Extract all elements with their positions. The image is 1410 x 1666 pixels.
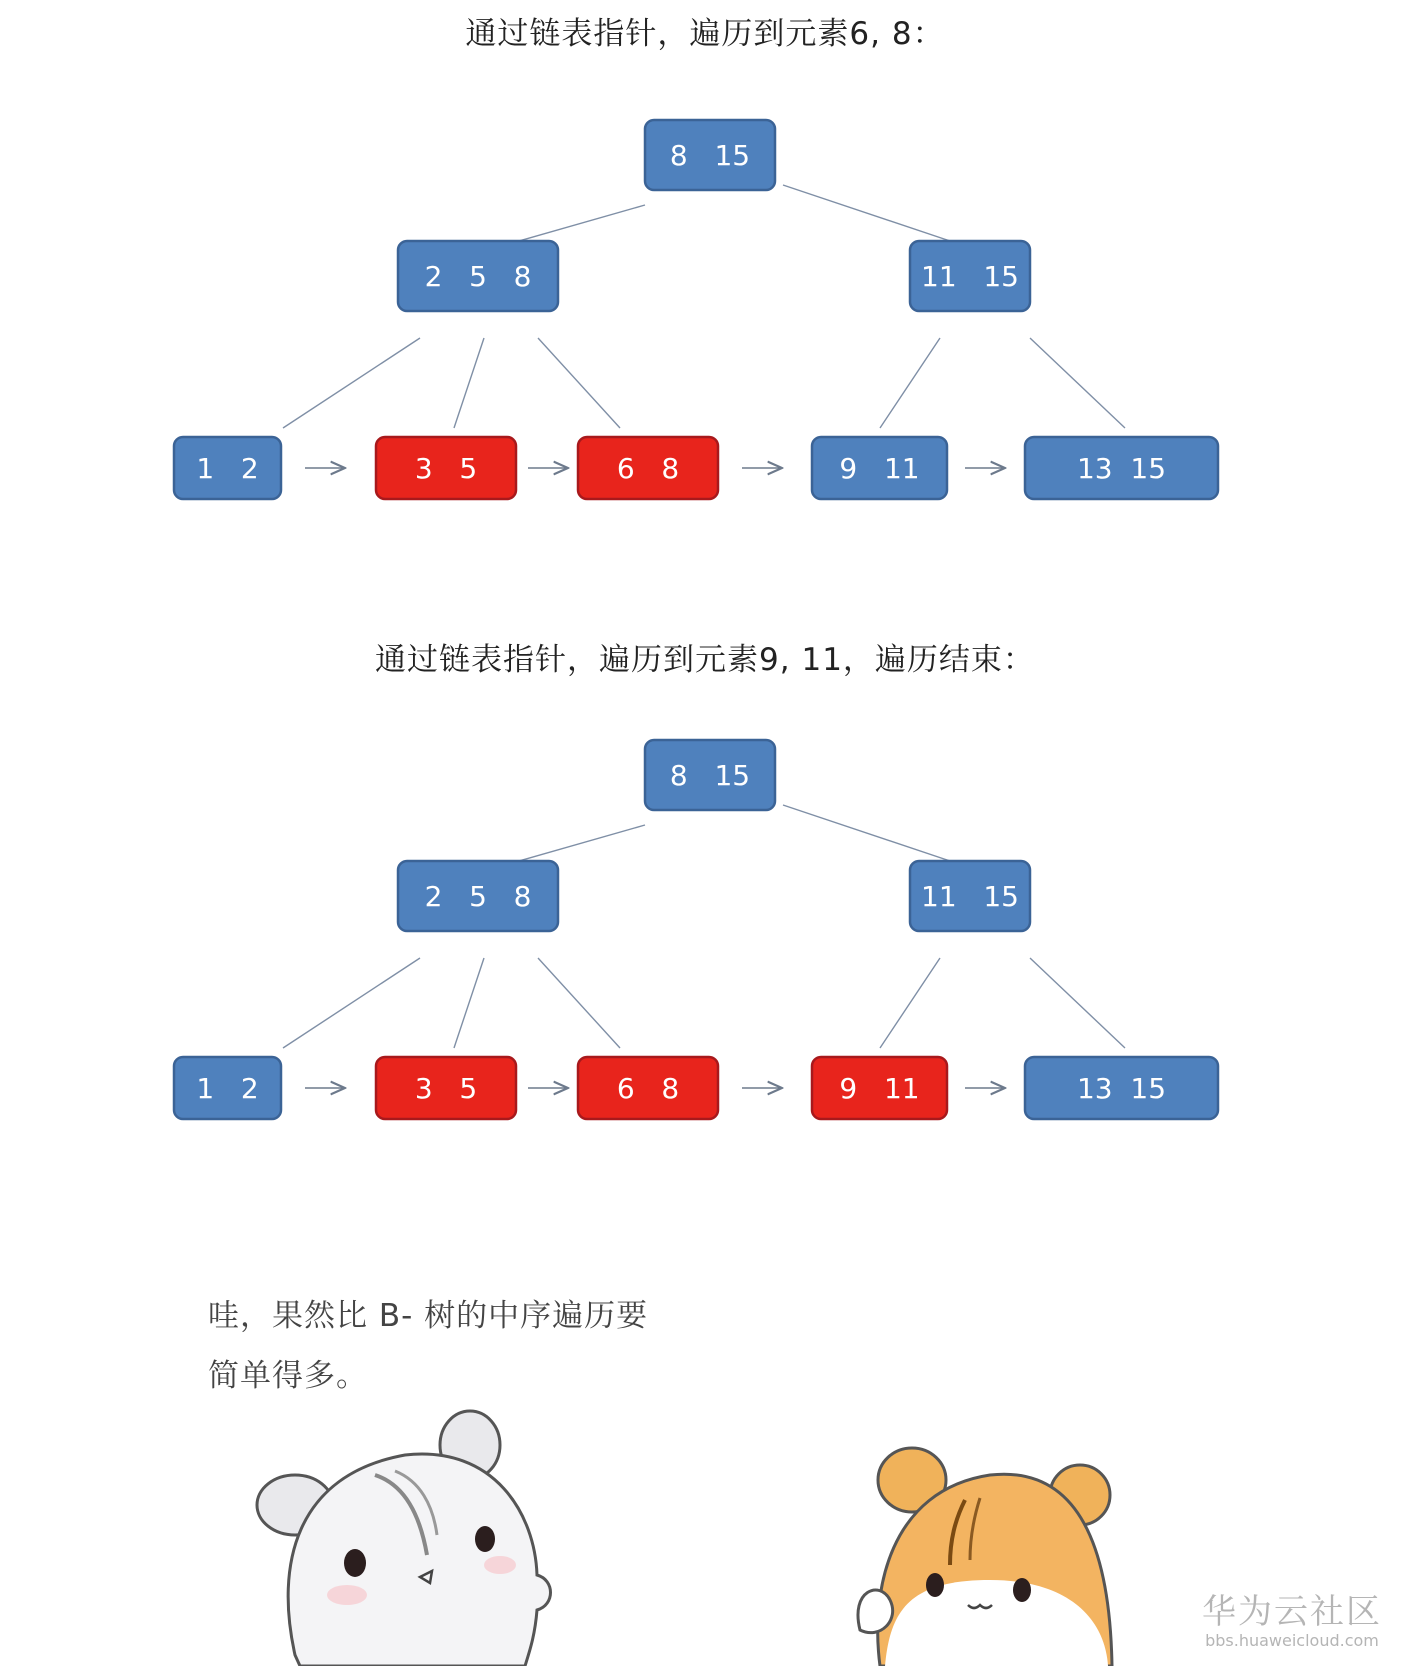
- tree-edge: [505, 825, 645, 865]
- internal-node-1-label: 2 5 8: [424, 260, 532, 293]
- tree-edge: [880, 958, 940, 1048]
- leaf-node-2-label: 3 5: [414, 452, 478, 485]
- tree-edge: [783, 805, 962, 865]
- leaf-node-4-label: 9 11: [839, 1072, 920, 1105]
- leaf-node-3-label: 6 8: [616, 452, 680, 485]
- gray-hamster-illustration: [255, 1405, 575, 1666]
- root-node-label: 8 15: [669, 139, 751, 172]
- tree-edge: [454, 338, 484, 428]
- leaf-node-4-label: 9 11: [839, 452, 920, 485]
- tree-edge: [538, 338, 620, 428]
- internal-node-1-label: 2 5 8: [424, 880, 532, 913]
- watermark-url: bbs.huaweicloud.com: [1205, 1631, 1379, 1650]
- leaf-node-5-label: 13 15: [1076, 1072, 1167, 1105]
- internal-node-2-label: 11 15: [921, 260, 1019, 293]
- tree-edge: [783, 185, 962, 245]
- huawei-cloud-watermark: [1202, 1584, 1382, 1650]
- caption-traverse-6-8: 通过链表指针，遍历到元素6, 8：: [465, 16, 945, 52]
- tree-edge: [1030, 958, 1125, 1048]
- root-node-label: 8 15: [669, 759, 751, 792]
- tree-edge: [454, 958, 484, 1048]
- leaf-node-2-label: 3 5: [414, 1072, 478, 1105]
- bplus-tree-diagram-1: [0, 110, 1410, 530]
- comic-speech-line-2: 简单得多。: [208, 1358, 368, 1394]
- tree-edge: [505, 205, 645, 245]
- tree-edge: [283, 338, 420, 428]
- tree-edge: [1030, 338, 1125, 428]
- leaf-node-1-label: 1 2: [196, 1072, 259, 1105]
- comic-speech-line-1: 哇，果然比 B- 树的中序遍历要: [208, 1298, 649, 1334]
- leaf-node-3-label: 6 8: [616, 1072, 680, 1105]
- leaf-node-5-label: 13 15: [1076, 452, 1167, 485]
- watermark-title: 华为云社区: [1202, 1592, 1382, 1632]
- tree-edge: [880, 338, 940, 428]
- caption-traverse-9-11-end: 通过链表指针，遍历到元素9, 11，遍历结束：: [375, 642, 1035, 678]
- internal-node-2-label: 11 15: [921, 880, 1019, 913]
- leaf-node-1-label: 1 2: [196, 452, 259, 485]
- bplus-tree-diagram-2: [0, 730, 1410, 1150]
- tree-edge: [538, 958, 620, 1048]
- orange-hamster-illustration: [850, 1440, 1150, 1666]
- tree-edge: [283, 958, 420, 1048]
